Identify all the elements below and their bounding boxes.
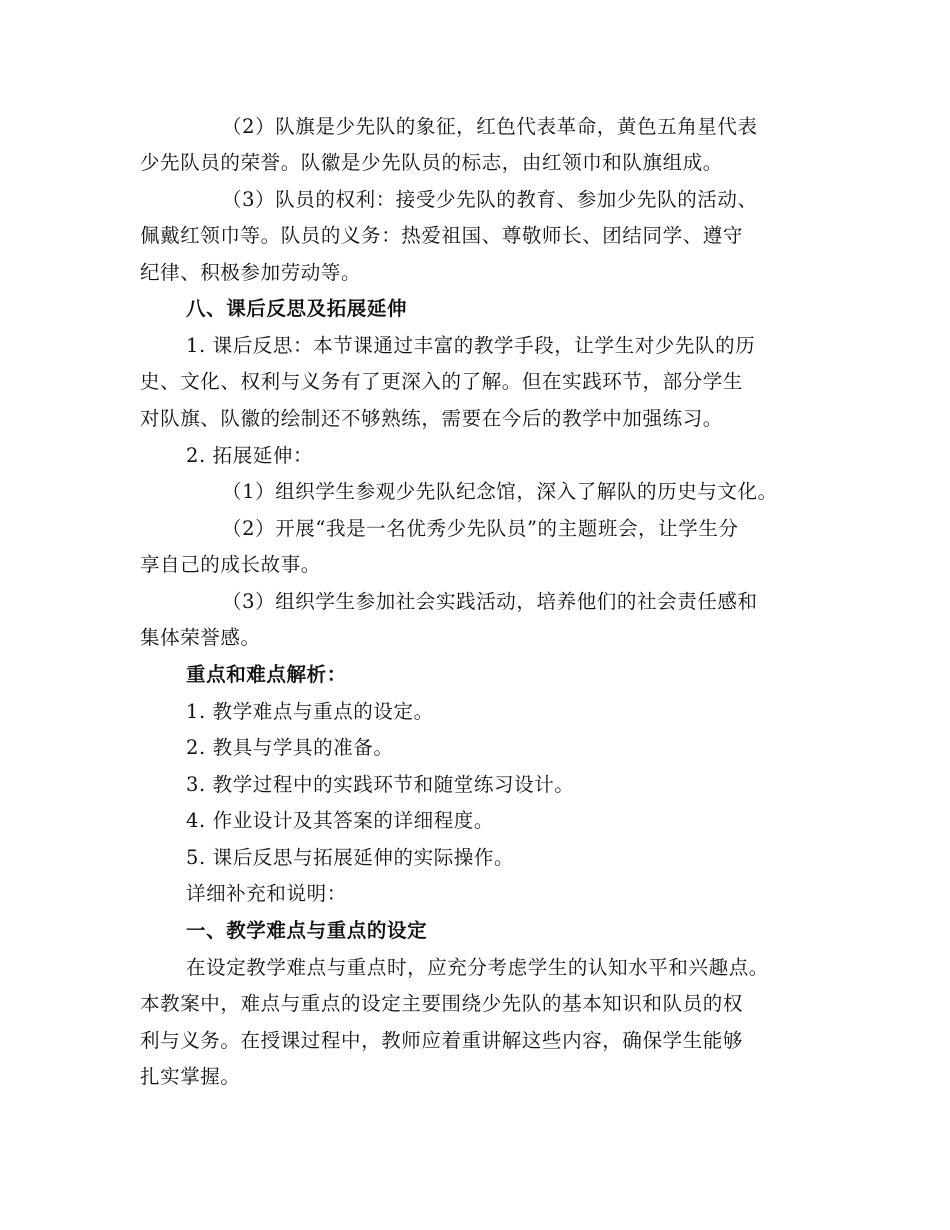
paragraph-line: 2. 拓展延伸： [186, 444, 314, 467]
list-item: 1. 教学难点与重点的设定。 [186, 700, 434, 723]
paragraph-line: （3）组织学生参加社会实践活动，培养他们的社会责任感和 [222, 590, 758, 613]
paragraph-line: 1. 课后反思：本节课通过丰富的教学手段，让学生对少先队的历 [186, 334, 756, 357]
list-item: 2. 教具与学具的准备。 [186, 736, 394, 759]
list-item: 5. 课后反思与拓展延伸的实际操作。 [186, 846, 515, 869]
list-item: 3. 教学过程中的实践环节和随堂练习设计。 [186, 773, 575, 796]
paragraph-line: 纪律、积极参加劳动等。 [140, 261, 362, 284]
list-item: 4. 作业设计及其答案的详细程度。 [186, 809, 495, 832]
paragraph-line: 扎实掌握。 [140, 1065, 241, 1088]
paragraph-line: 佩戴红领巾等。队员的义务：热爱祖国、尊敬师长、团结同学、遵守 [140, 224, 744, 247]
section-heading: 重点和难点解析： [186, 663, 347, 686]
section-heading: 八、课后反思及拓展延伸 [186, 297, 408, 320]
paragraph-line: （2）开展“我是一名优秀少先队员”的主题班会，让学生分 [222, 517, 739, 540]
paragraph-line: 在设定教学难点与重点时，应充分考虑学生的认知水平和兴趣点。 [186, 956, 769, 979]
paragraph-line: 少先队员的荣誉。队徽是少先队员的标志，由红领巾和队旗组成。 [140, 151, 723, 174]
paragraph-line: 利与义务。在授课过程中，教师应着重讲解这些内容，确保学生能够 [140, 1029, 744, 1052]
paragraph-line: 详细补充和说明： [186, 882, 347, 905]
paragraph-line: 享自己的成长故事。 [140, 553, 321, 576]
paragraph-line: 集体荣誉感。 [140, 626, 261, 649]
paragraph-line: （3）队员的权利：接受少先队的教育、参加少先队的活动、 [222, 188, 758, 211]
paragraph-line: 本教案中，难点与重点的设定主要围绕少先队的基本知识和队员的权 [140, 992, 744, 1015]
paragraph-line: （2）队旗是少先队的象征，红色代表革命，黄色五角星代表 [222, 115, 758, 138]
paragraph-line: 史、文化、权利与义务有了更深入的了解。但在实践环节，部分学生 [140, 370, 744, 393]
paragraph-line: （1）组织学生参观少先队纪念馆，深入了解队的历史与文化。 [222, 480, 778, 503]
section-heading: 一、教学难点与重点的设定 [186, 919, 428, 942]
paragraph-line: 对队旗、队徽的绘制还不够熟练，需要在今后的教学中加强练习。 [140, 407, 723, 430]
